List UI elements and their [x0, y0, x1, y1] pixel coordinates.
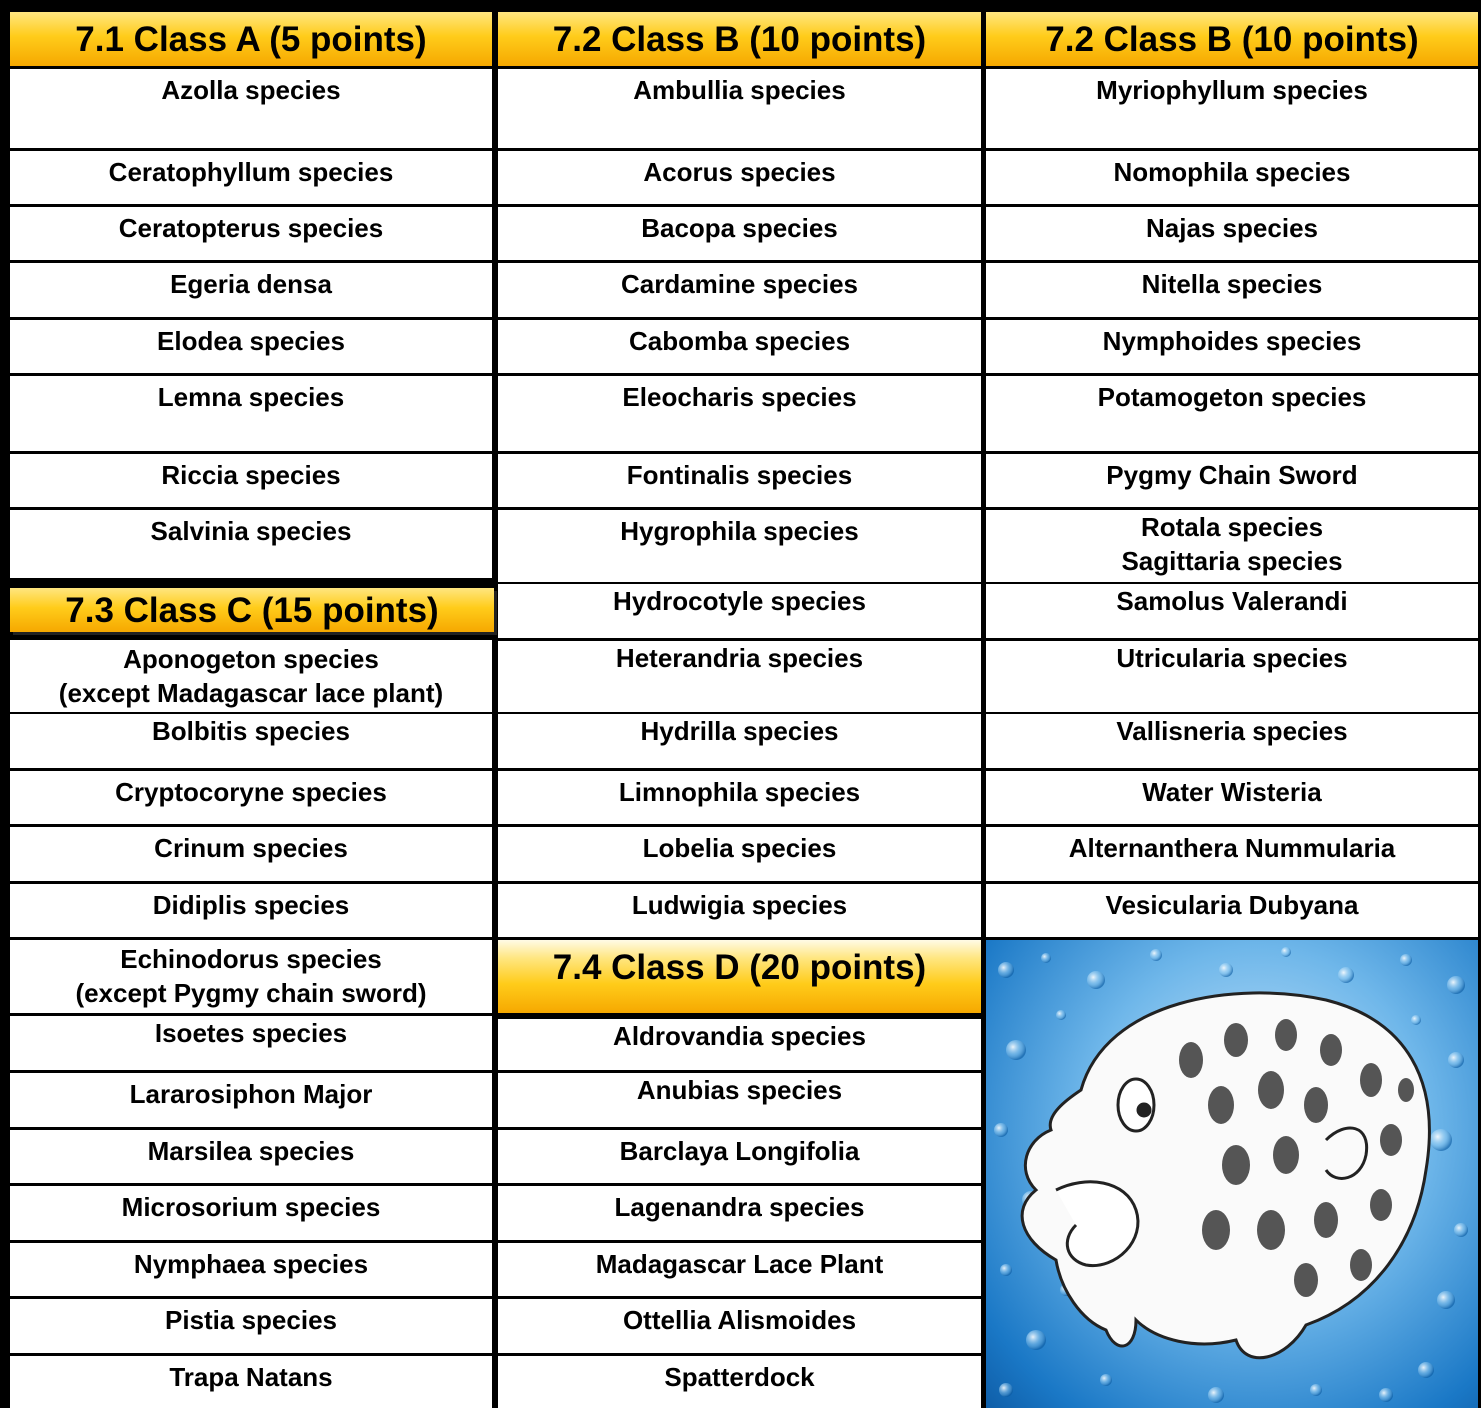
- list-item: Eleocharis species: [498, 376, 981, 451]
- list-item: Vallisneria species: [986, 714, 1478, 768]
- list-item: Ottellia Alismoides: [498, 1299, 981, 1353]
- list-item: Najas species: [986, 207, 1478, 260]
- list-item: Cryptocoryne species: [10, 771, 492, 824]
- list-item: Nymphaea species: [10, 1243, 492, 1296]
- list-item: Echinodorus species (except Pygmy chain sword): [10, 940, 492, 1013]
- class-b-header: 7.2 Class B (10 points): [498, 12, 981, 66]
- list-item: Cardamine species: [498, 263, 981, 317]
- list-item: Nitella species: [986, 263, 1478, 317]
- list-item: Ludwigia species: [498, 884, 981, 937]
- list-item: Vesicularia Dubyana: [986, 884, 1478, 937]
- list-item: Spatterdock: [498, 1356, 981, 1408]
- list-item: Nomophila species: [986, 151, 1478, 204]
- list-item: Aldrovandia species: [498, 1019, 981, 1070]
- list-item: Anubias species: [498, 1073, 981, 1127]
- list-item: Water Wisteria: [986, 771, 1478, 824]
- list-item: Crinum species: [10, 827, 492, 881]
- list-item: Utricularia species: [986, 641, 1478, 712]
- class-c-header: 7.3 Class C (15 points): [10, 588, 494, 632]
- list-item: Bolbitis species: [10, 714, 492, 768]
- list-item: Limnophila species: [498, 771, 981, 824]
- list-item: Ceratophyllum species: [10, 151, 492, 204]
- list-item: Fontinalis species: [498, 454, 981, 507]
- list-item: Samolus Valerandi: [986, 584, 1478, 638]
- list-item: Alternanthera Nummularia: [986, 827, 1478, 881]
- list-item: Pygmy Chain Sword: [986, 454, 1478, 507]
- list-item: Rotala species Sagittaria species: [986, 510, 1478, 582]
- list-item: Heterandria species: [498, 641, 981, 712]
- list-item: Ambullia species: [498, 69, 981, 148]
- list-item: Hydrocotyle species: [498, 584, 981, 638]
- list-item: Riccia species: [10, 454, 492, 507]
- list-item: Elodea species: [10, 320, 492, 373]
- list-item: Hydrilla species: [498, 714, 981, 768]
- list-item: Madagascar Lace Plant: [498, 1243, 981, 1296]
- list-item: Azolla species: [10, 69, 492, 148]
- spotted-fish-icon: [986, 940, 1478, 1408]
- list-item: Lagenandra species: [498, 1186, 981, 1240]
- list-item: Aponogeton species (except Madagascar lace plant): [10, 640, 492, 712]
- list-item: Microsorium species: [10, 1186, 492, 1240]
- list-item: Egeria densa: [10, 263, 492, 317]
- list-item: Isoetes species: [10, 1016, 492, 1070]
- list-item: Lemna species: [10, 376, 492, 451]
- list-item: Salvinia species: [10, 510, 492, 578]
- list-item: Ceratopterus species: [10, 207, 492, 260]
- fish-illustration: [986, 940, 1478, 1408]
- list-item: Hygrophila species: [498, 510, 981, 582]
- list-item: Bacopa species: [498, 207, 981, 260]
- list-item: Myriophyllum species: [986, 69, 1478, 148]
- list-item: Didiplis species: [10, 884, 492, 937]
- fish-eye: [1118, 1079, 1154, 1131]
- list-item: Nymphoides species: [986, 320, 1478, 373]
- list-item: Pistia species: [10, 1299, 492, 1353]
- class-a-header: 7.1 Class A (5 points): [10, 12, 492, 66]
- list-item: Potamogeton species: [986, 376, 1478, 451]
- list-item: Cabomba species: [498, 320, 981, 373]
- class-d-header: 7.4 Class D (20 points): [498, 940, 981, 1013]
- class-b-header-2: 7.2 Class B (10 points): [986, 12, 1478, 66]
- list-item: Trapa Natans: [10, 1356, 492, 1408]
- list-item: Lararosiphon Major: [10, 1073, 492, 1127]
- list-item: Acorus species: [498, 151, 981, 204]
- list-item: Barclaya Longifolia: [498, 1130, 981, 1183]
- list-item: Lobelia species: [498, 827, 981, 881]
- list-item: Marsilea species: [10, 1130, 492, 1183]
